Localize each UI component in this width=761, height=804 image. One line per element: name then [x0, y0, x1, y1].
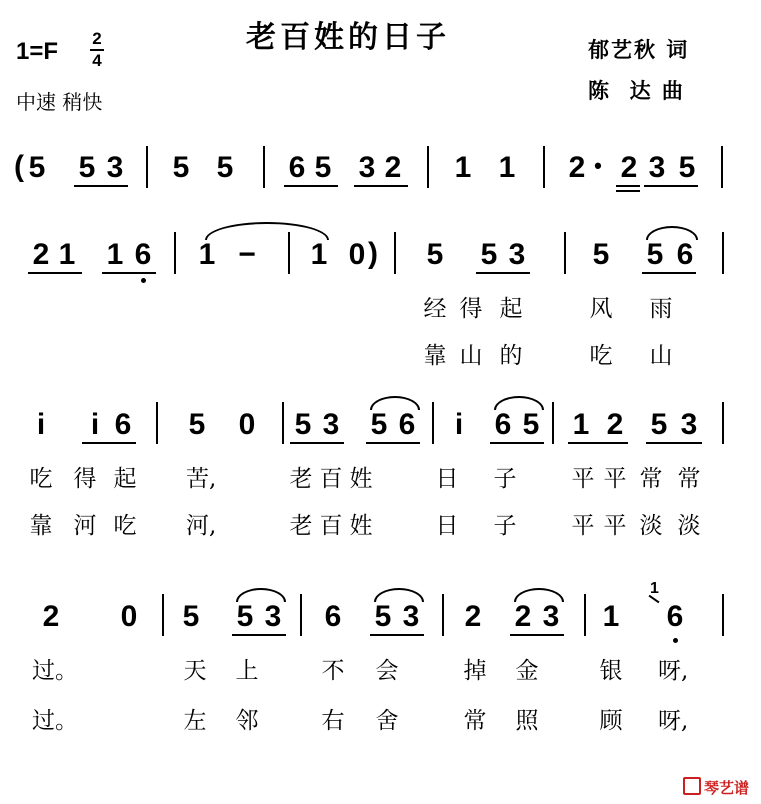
note: 1 — [198, 238, 216, 271]
note: 0 — [120, 600, 138, 633]
note-icon — [683, 777, 701, 795]
lyric: 金 — [515, 658, 539, 684]
barline — [394, 232, 396, 274]
lyric: 河, — [186, 513, 217, 539]
song-title: 老百姓的日子 — [246, 20, 450, 55]
note: 0 — [238, 408, 256, 441]
note: 3 — [648, 151, 666, 184]
note: 3 — [358, 151, 376, 184]
underline — [568, 442, 628, 444]
lyric: 平 — [603, 466, 627, 492]
lyric: 淡 — [677, 513, 701, 539]
lyric: 老 — [289, 466, 313, 492]
lyric: 右 — [321, 708, 345, 734]
note: i — [90, 408, 100, 441]
lyric: 舍 — [375, 708, 399, 734]
lyric: 靠 — [29, 513, 53, 539]
note: 1 — [602, 600, 620, 633]
lyric: 吃 — [29, 466, 53, 492]
barline — [432, 402, 434, 444]
note: 5 — [188, 408, 206, 441]
underline — [284, 185, 338, 187]
underline — [646, 442, 702, 444]
note: 2 — [514, 600, 532, 633]
underline — [476, 272, 530, 274]
note: 1 — [58, 238, 76, 271]
underline — [644, 185, 698, 187]
note: 1 — [498, 151, 516, 184]
note: 5 — [172, 151, 190, 184]
note: 5 — [314, 151, 332, 184]
note: 6 — [398, 408, 416, 441]
note: 2 — [606, 408, 624, 441]
note: 5 — [522, 408, 540, 441]
underline — [510, 634, 564, 636]
note: 5 — [480, 238, 498, 271]
lyric: 银 — [599, 658, 623, 684]
barline — [543, 146, 545, 188]
lyric: 照 — [515, 708, 539, 734]
note: i — [454, 408, 464, 441]
lyric: 老 — [289, 513, 313, 539]
underline — [354, 185, 408, 187]
barline — [282, 402, 284, 444]
grace-note: 1 — [650, 580, 659, 597]
lyric: 苦, — [186, 466, 217, 492]
note: 5 — [28, 151, 46, 184]
lyric: 常 — [677, 466, 701, 492]
underline — [28, 272, 82, 274]
lyric: 常 — [639, 466, 663, 492]
barline — [564, 232, 566, 274]
barline — [146, 146, 148, 188]
note: 5 — [294, 408, 312, 441]
barline — [263, 146, 265, 188]
lyric: 风 — [589, 296, 613, 322]
note: 5 — [678, 151, 696, 184]
note: 2 — [464, 600, 482, 633]
lyric: 平 — [571, 513, 595, 539]
note: 6 — [134, 238, 152, 271]
lyric: 吃 — [589, 343, 613, 369]
note: 3 — [322, 408, 340, 441]
note: 3 — [542, 600, 560, 633]
note: 3 — [402, 600, 420, 633]
note: 3 — [680, 408, 698, 441]
lyric: 不 — [321, 658, 345, 684]
lyric: 起 — [499, 296, 523, 322]
note: 1 — [454, 151, 472, 184]
note: i — [36, 408, 46, 441]
note: 1 — [106, 238, 124, 271]
underline — [642, 272, 696, 274]
lyric: 子 — [493, 466, 517, 492]
tempo-marking: 中速 稍快 — [16, 90, 103, 114]
barline — [584, 594, 586, 636]
composer-credit: 陈 达 曲 — [588, 78, 685, 103]
lyric: 掉 — [463, 658, 487, 684]
barline — [427, 146, 429, 188]
barline — [721, 146, 723, 188]
lyric: 淡 — [639, 513, 663, 539]
note: 5 — [78, 151, 96, 184]
note: 1 — [310, 238, 328, 271]
lyric: 呀, — [658, 708, 689, 734]
barline — [288, 232, 290, 274]
note: 1 — [572, 408, 590, 441]
barline — [722, 402, 724, 444]
lyric: 日 — [435, 513, 459, 539]
lower-octave-dot — [141, 278, 146, 283]
lyricist-credit: 郁艺秋 词 — [588, 37, 690, 62]
barline — [722, 594, 724, 636]
dot-symbol: • — [594, 153, 602, 178]
lyric: 过。 — [32, 658, 78, 684]
note: 2 — [42, 600, 60, 633]
lyric: 左 — [183, 708, 207, 734]
lyric: 邻 — [235, 708, 259, 734]
note: 5 — [646, 238, 664, 271]
lyric: 吃 — [113, 513, 137, 539]
underline — [290, 442, 344, 444]
lyric: 平 — [603, 513, 627, 539]
note: 3 — [264, 600, 282, 633]
note: 6 — [288, 151, 306, 184]
lyric: 会 — [375, 658, 399, 684]
lyric: 雨 — [649, 296, 673, 322]
note: 5 — [182, 600, 200, 633]
lyric: 百 — [319, 513, 343, 539]
note: 2 — [384, 151, 402, 184]
underline — [232, 634, 286, 636]
note: 5 — [650, 408, 668, 441]
lyric: 顾 — [599, 708, 623, 734]
lyric: 经 — [423, 296, 447, 322]
underline — [74, 185, 128, 187]
barline — [162, 594, 164, 636]
lower-octave-dot — [673, 638, 678, 643]
note: 2 — [568, 151, 586, 184]
lyric: 过。 — [32, 708, 78, 734]
note: 6 — [324, 600, 342, 633]
barline — [722, 232, 724, 274]
underline — [616, 185, 640, 187]
underline — [490, 442, 544, 444]
lyric: 常 — [463, 708, 487, 734]
lyric: 山 — [649, 343, 673, 369]
lyric: 平 — [571, 466, 595, 492]
note: 0 — [348, 238, 366, 271]
lyric: 姓 — [349, 513, 373, 539]
note: 3 — [106, 151, 124, 184]
underline — [366, 442, 420, 444]
underline — [370, 634, 424, 636]
watermark-logo — [683, 777, 749, 798]
note: 5 — [426, 238, 444, 271]
note: 3 — [508, 238, 526, 271]
lyric: 河 — [73, 513, 97, 539]
barline — [156, 402, 158, 444]
lyric: 得 — [73, 466, 97, 492]
note: 6 — [494, 408, 512, 441]
barline — [174, 232, 176, 274]
lyric: 起 — [113, 466, 137, 492]
barline — [300, 594, 302, 636]
lyric: 日 — [435, 466, 459, 492]
lyric: 子 — [493, 513, 517, 539]
lyric: 百 — [319, 466, 343, 492]
lyric: 呀, — [658, 658, 689, 684]
note: ) — [368, 237, 378, 270]
note: ( — [14, 150, 24, 183]
time-signature-top: 2 — [92, 29, 102, 48]
barline — [442, 594, 444, 636]
underline — [82, 442, 136, 444]
key-signature: 1=F — [16, 38, 59, 65]
note: 5 — [370, 408, 388, 441]
note: 5 — [374, 600, 392, 633]
note: − — [238, 238, 256, 271]
note: 6 — [114, 408, 132, 441]
note: 2 — [620, 151, 638, 184]
lyric: 山 — [459, 343, 483, 369]
time-signature-bottom: 4 — [92, 51, 102, 70]
underline — [616, 190, 640, 192]
note: 5 — [592, 238, 610, 271]
watermark-text: 琴艺谱 — [703, 779, 749, 797]
lyric: 天 — [183, 658, 207, 684]
lyric: 靠 — [423, 343, 447, 369]
lyric: 的 — [499, 343, 523, 369]
lyric: 姓 — [349, 466, 373, 492]
underline — [102, 272, 156, 274]
lyric: 上 — [235, 658, 259, 684]
lyric: 得 — [459, 296, 483, 322]
note: 5 — [216, 151, 234, 184]
note: 5 — [236, 600, 254, 633]
note: 6 — [666, 600, 684, 633]
note: 6 — [676, 238, 694, 271]
barline — [552, 402, 554, 444]
note: 2 — [32, 238, 50, 271]
